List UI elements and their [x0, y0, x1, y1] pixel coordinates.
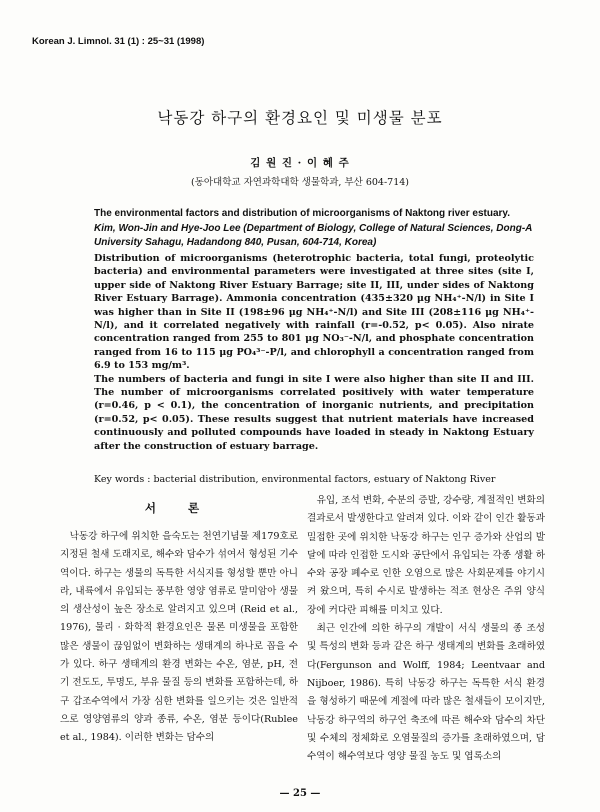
abstract	[94, 252, 534, 453]
page-title-korean: 낙동강 하구의 환경요인 및 미생물 분포	[157, 109, 443, 127]
journal-reference: Korean J. Limnol. 31 (1) : 25~31 (1998)	[32, 36, 205, 47]
body-right-column	[307, 492, 545, 766]
authors-affiliation-english: Kim, Won-Jin and Hye-Joo Lee (Department of Biology, College of Natural Sciences, Dong-A University Sahagu, Hadandong 840, Pusan, 604-714, Korea)	[94, 223, 533, 248]
section-heading-introduction: 서 론	[144, 501, 214, 515]
title-english: The environmental factors and distribution of microorganisms of Naktong river estuary.	[94, 208, 511, 219]
body-left-column	[60, 528, 298, 748]
abstract-paragraph: The numbers of bacteria and fungi in site I were also higher than site II and III. The number of microorganisms correlated positively with water temperature (r=0.46, p < 0.1), the concentration of inorganic nutrients, and precipitation (r=0.52, p< 0.05). These results suggest that nutrient materials have increased continuously and polluted compounds have loaded in steady in Naktong Estuary after the construction of estuary barrage.	[94, 373, 534, 452]
keywords: Key words : bacterial distribution, environmental factors, estuary of Naktong River	[94, 474, 496, 485]
page-number: — 25 —	[279, 788, 321, 799]
body-paragraph: 최근 인간에 의한 하구의 개발이 서식 생물의 종 조성 및 특성의 변화 등과 같은 하구 생태계의 변화를 초래하였다(Fergunson and Wolff, 1984; Leentvaar and Nijboer, 1986). 특히 낙동강 하구는 독특한 서식 환경을 형성하기 때문에 계절에 따라 많은 철새들이 모이지만, 낙동강 하구역의 하구언 축조에 따른 해수와 담수의 차단 및 수체의 정체화로 오염물질의 증가를 초래하였으며, 담수역이 해수역보다 영양 물질 농도 및 엽록소의	[307, 623, 545, 763]
authors-korean: 김 원 진 · 이 혜 주	[250, 157, 350, 169]
affiliation-korean: (동아대학교 자연과학대학 생물학과, 부산 604-714)	[191, 177, 409, 188]
body-paragraph: 낙동강 하구에 위치한 을숙도는 천연기념물 제179호로 지정된 철새 도래지로, 해수와 담수가 섞여서 형성된 기수역이다. 하구는 생물의 독특한 서식지를 형성할 뿐만 아니라, 내륙에서 유입되는 풍부한 영양 염류로 말미암아 생물의 생산성이 높은 장소로 알려지고 있으며 (Reid et al., 1976), 물리 · 화학적 환경요인은 물론 미생물을 포함한 많은 생물이 끊임없이 변화하는 생태계의 하나로 꼽을 수가 있다. 하구 생태계의 환경 변화는 수온, 염분, pH, 전기 전도도, 투명도, 부유 물질 등의 변화를 포함하는데, 하구 갑조수역에서 가장 심한 변화를 일으키는 것은 일반적으로 영양염류의 양과 종류, 수온, 염분 등이다(Rublee et al., 1984). 이러한 변화는 담수의	[60, 531, 298, 744]
body-paragraph: 유입, 조석 변화, 수분의 증발, 강수량, 계절적인 변화의 결과로서 발생한다고 알려져 있다. 이와 같이 인간 활동과 밀접한 곳에 위치한 낙동강 하구는 인구 증가와 산업의 발달에 따라 인접한 도시와 공단에서 유입되는 각종 생활 하수와 공장 폐수로 인한 오염으로 많은 사회문제를 야기시켜 왔으며, 특히 수시로 발생하는 적조 현상은 주위 양식장에 커다란 피해를 미치고 있다.	[307, 495, 545, 616]
abstract-paragraph: Distribution of microorganisms (heterotrophic bacteria, total fungi, proteolytic bacteria) and environmental parameters were investigated at three sites (site I, upper side of Naktong River Estuary Barrage; site II, III, under sides of Naktong River Estuary Barrage). Ammonia concentration (435±320 μg NH₄⁺-N/l) in Site I was higher than in Site II (198±96 μg NH₄⁺-N/l) and Site III (208±116 μg NH₄⁺-N/l), and it correlated negatively with rainfall (r=-0.52, p< 0.05). Also nirate concentration ranged from 255 to 801 μg NO₃⁻-N/l, and phosphate concentration ranged from 16 to 115 μg PO₄³⁻-P/l, and chlorophyll a concentration ranged from 6.9 to 153 mg/m³.	[94, 253, 534, 372]
